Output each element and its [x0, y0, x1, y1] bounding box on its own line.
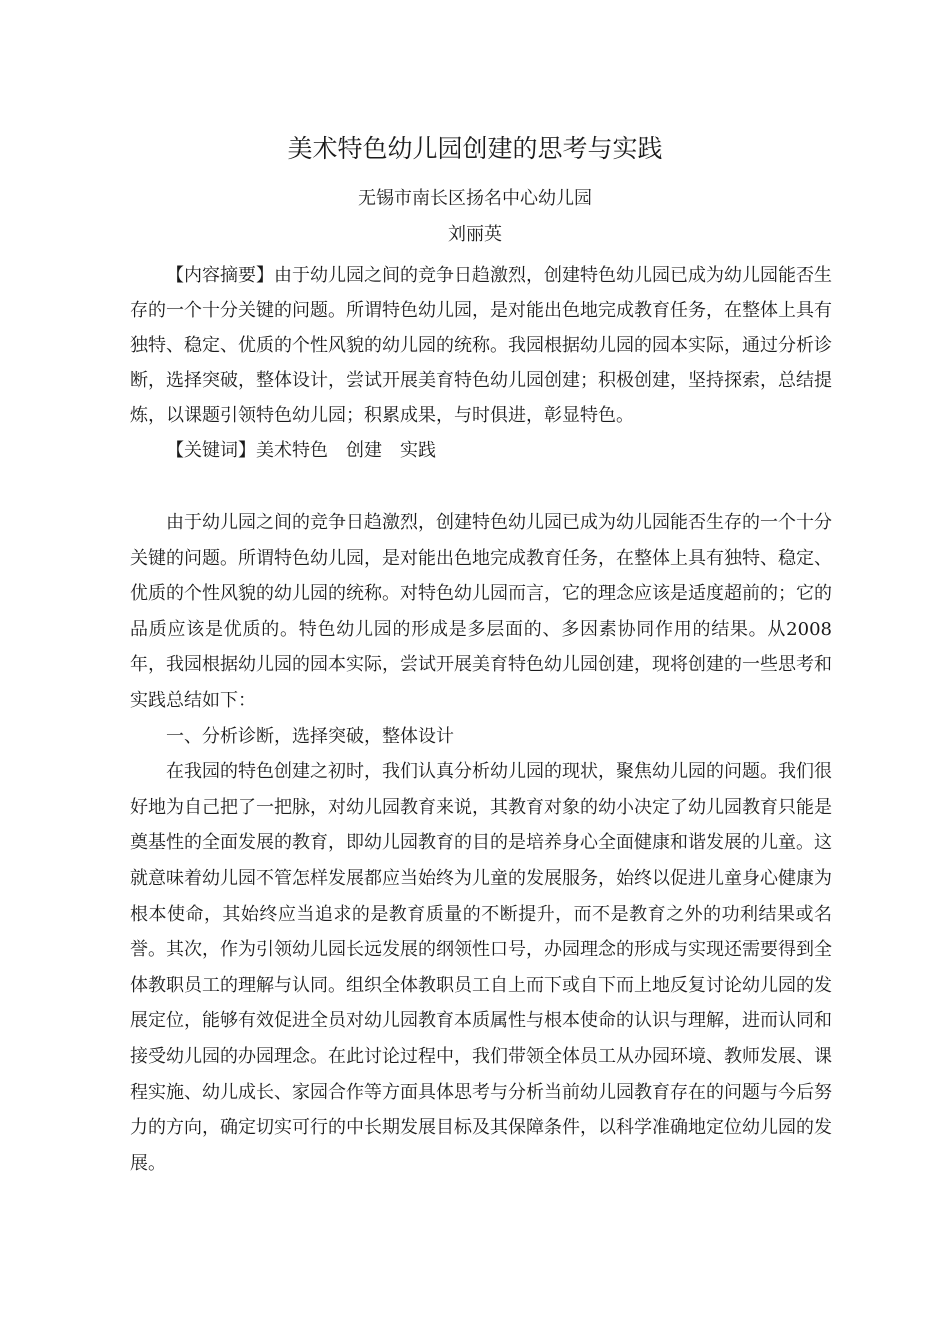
body-text — [130, 505, 832, 1181]
keywords-line: 【关键词】美术特色 创建 实践 — [166, 440, 436, 461]
section-1-paragraph: 在我园的特色创建之初时，我们认真分析幼儿园的现状，聚焦幼儿园的问题。我们很好地为自己把了一把脉，对幼儿园教育来说，其教育对象的幼小决定了幼儿园教育只能是奠基性的全面发展的教育，即幼儿园教育的目的是培养身心全面健康和谐发展的儿童。这就意味着幼儿园不管怎样发展都应当始终为儿童的发展服务，始终以促进儿童身心健康为根本使命，其始终应当追求的是教育质量的不断提升，而不是教育之外的功利结果或名誉。其次，作为引领幼儿园长远发展的纲领性口号，办园理念的形成与实现还需要得到全体教职员工的理解与认同。组织全体教职员工自上而下或自下而上地反复讨论幼儿园的发展定位，能够有效促进全员对幼儿园教育本质属性与根本使命的认识与理解，进而认同和接受幼儿园的办园理念。在此讨论过程中，我们带领全体员工从办园环境、教师发展、课程实施、幼儿成长、家园合作等方面具体思考与分析当前幼儿园教育存在的问题与今后努力的方向，确定切实可行的中长期发展目标及其保障条件，以科学准确地定位幼儿园的发展。 — [130, 761, 832, 1174]
document-title: 美术特色幼儿园创建的思考与实践 — [287, 134, 663, 163]
section-heading-1: 一、分析诊断，选择突破，整体设计 — [166, 725, 454, 747]
intro-paragraph: 由于幼儿园之间的竞争日趋激烈，创建特色幼儿园已成为幼儿园能否生存的一个十分关键的问题。所谓特色幼儿园，是对能出色地完成教育任务，在整体上具有独特、稳定、优质的个性风貌的幼儿园的统称。对特色幼儿园而言，它的理念应该是适度超前的；它的品质应该是优质的。特色幼儿园的形成是多层面的、多因素协同作用的结果。从2008年，我园根据幼儿园的园本实际，尝试开展美育特色幼儿园创建，现将创建的一些思考和实践总结如下： — [130, 512, 832, 711]
author-affiliation: 无锡市南长区扬名中心幼儿园 — [358, 188, 592, 209]
author-name: 刘丽英 — [448, 224, 502, 245]
abstract-paragraph: 【内容摘要】由于幼儿园之间的竞争日趋激烈，创建特色幼儿园已成为幼儿园能否生存的一个十分关键的问题。所谓特色幼儿园，是对能出色地完成教育任务，在整体上具有独特、稳定、优质的个性风貌的幼儿园的统称。我园根据幼儿园的园本实际，通过分析诊断，选择突破，整体设计，尝试开展美育特色幼儿园创建；积极创建，坚持探索，总结提炼，以课题引领特色幼儿园；积累成果，与时俱进，彰显特色。 — [130, 265, 832, 426]
